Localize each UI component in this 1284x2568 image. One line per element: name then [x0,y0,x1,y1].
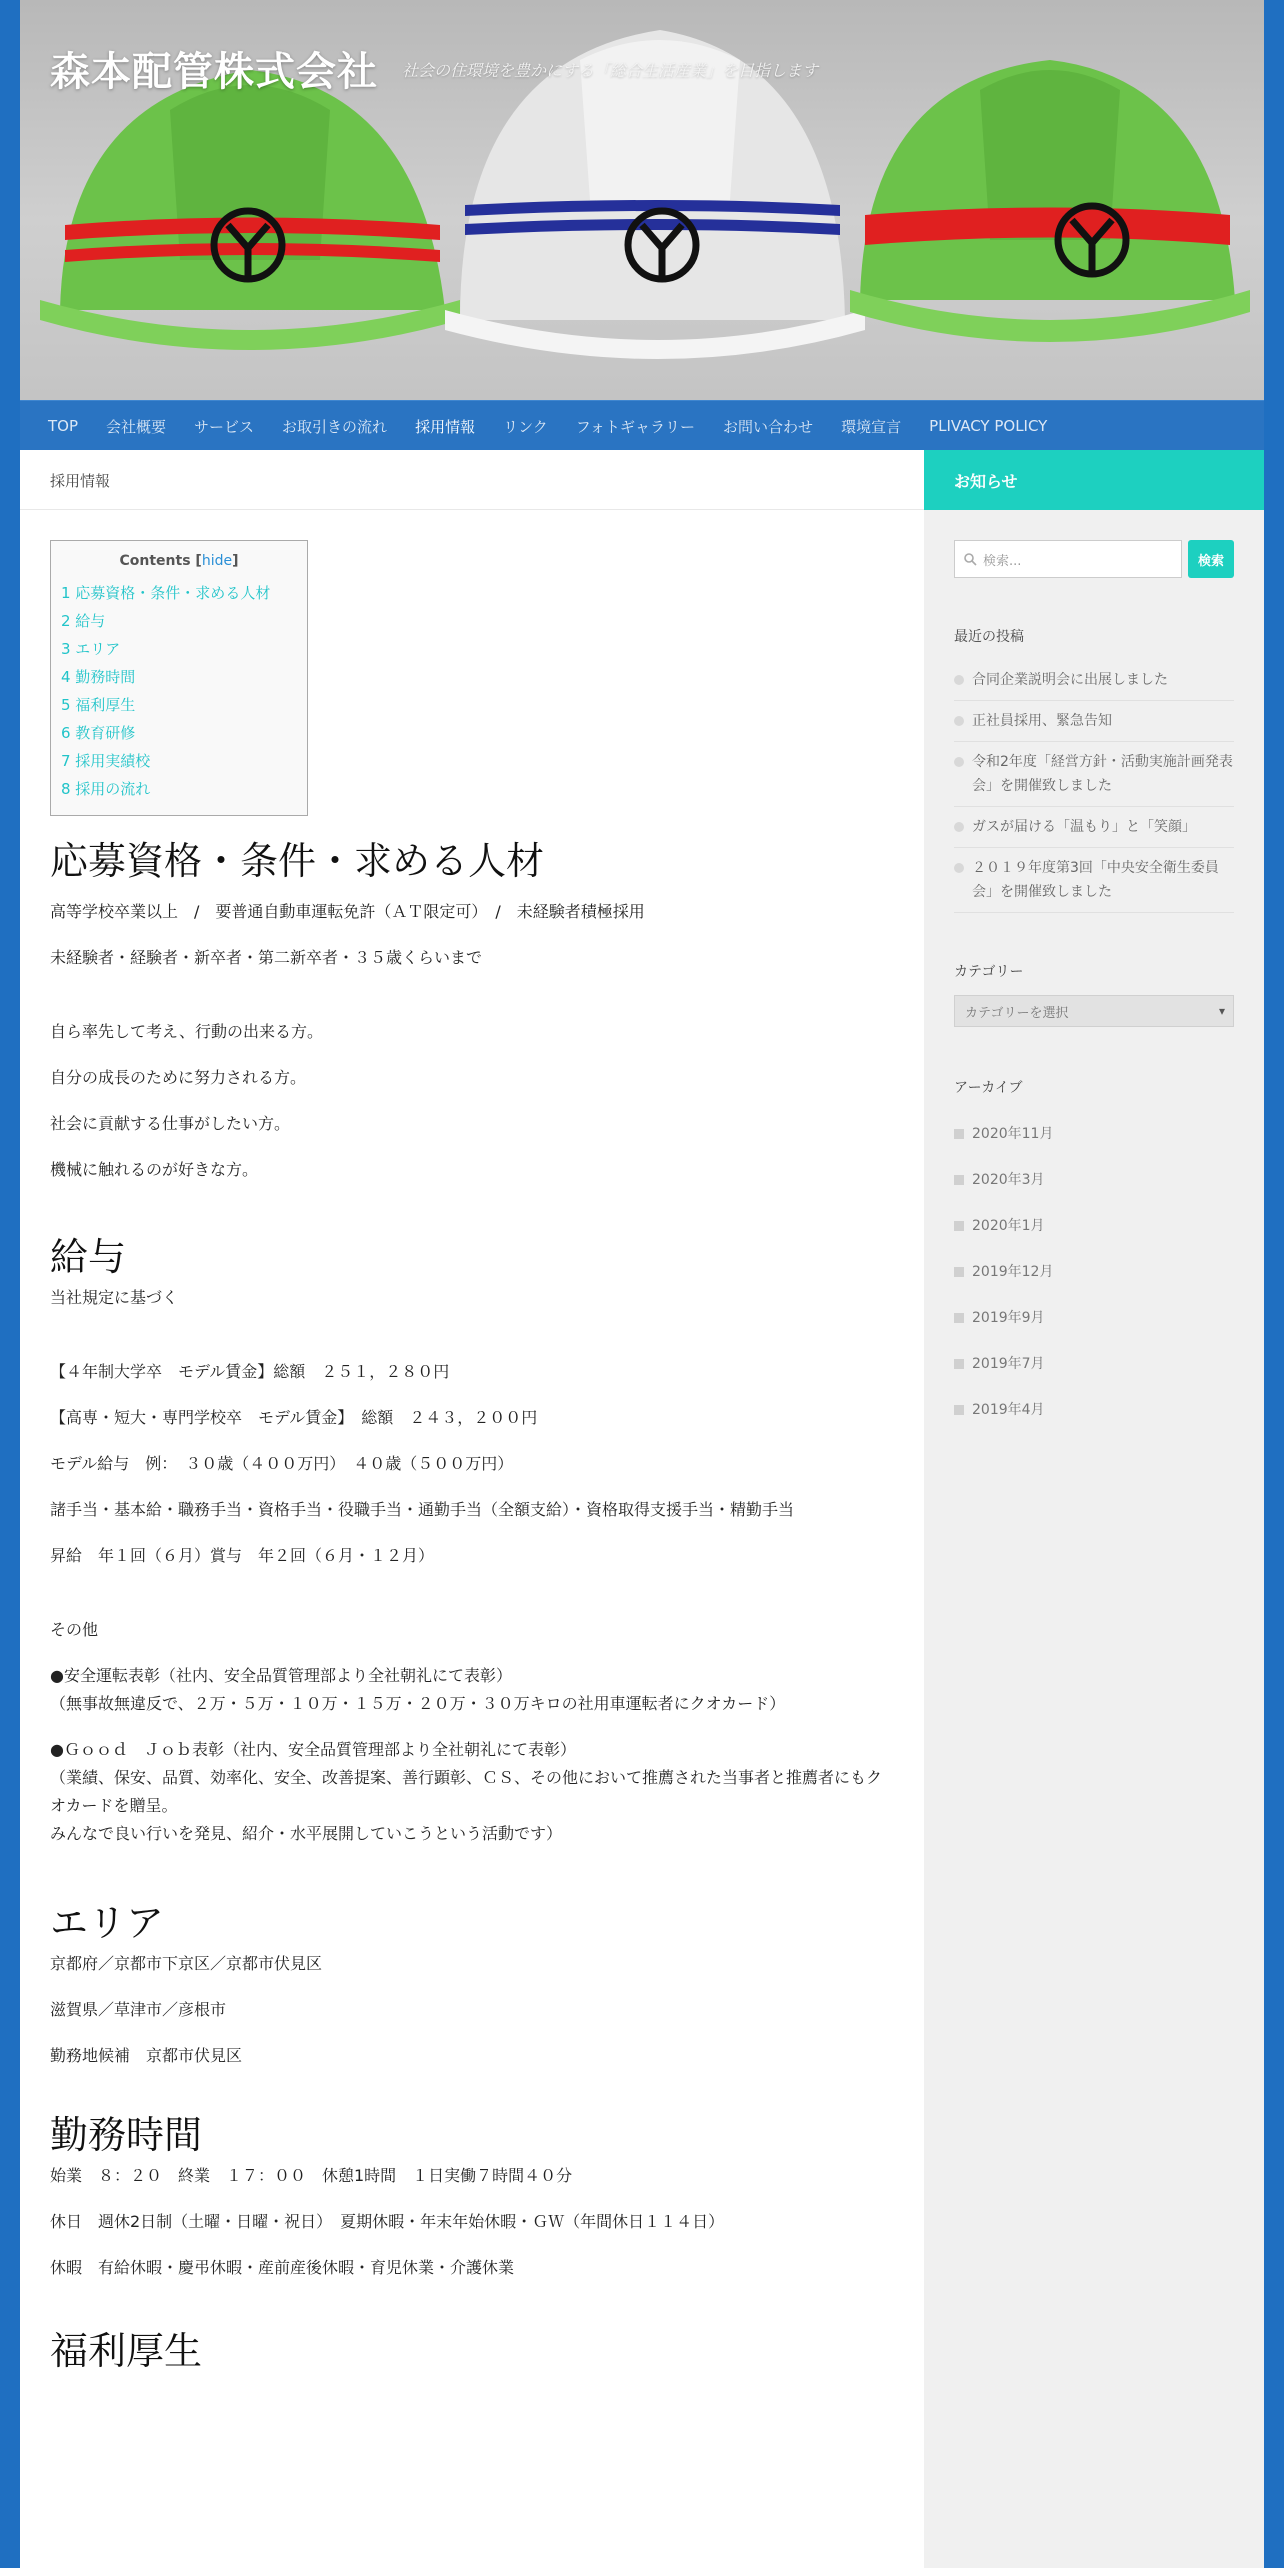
trait-line: 機械に触れるのが好きな方。 [50,1160,259,1179]
salary-intro: 当社規定に基づく [50,1288,179,1307]
goodjob-award-line: （業績、保安、品質、効率化、安全、改善提案、善行顕彰、ＣＳ、その他において推薦された当事者と推薦者にもクオカードを贈呈。 [50,1768,883,1815]
toc-item-qualification[interactable]: 1 応募資格・条件・求める人材 [61,584,271,602]
archive-link[interactable]: 2020年11月 [954,1111,1234,1157]
page-wrapper [20,0,1264,2568]
heading-hours: 勤務時間 [50,2113,203,2157]
recent-post-link[interactable]: 正社員採用、緊急告知 [954,701,1234,742]
trait-line: 社会に貢献する仕事がしたい方。 [50,1114,291,1133]
heading-salary: 給与 [50,1235,127,1279]
toc-hide-link[interactable]: hide [201,553,233,569]
nav-item-contact[interactable]: お問い合わせ [723,417,814,436]
recent-posts-list [954,660,1234,913]
archive-title: アーカイブ [954,1080,1023,1096]
category-select[interactable] [954,995,1234,1027]
trait-line: 自ら率先して考え、行動の出来る方。 [50,1022,323,1041]
recent-post-link[interactable]: 合同企業説明会に出展しました [954,660,1234,701]
qualification-line: 高等学校卒業以上 / 要普通自動車運転免許（ＡＴ限定可） / 未経験者積極採用 [50,902,645,921]
trait-line: 自分の成長のために努力される方。 [50,1068,307,1087]
toc-item-welfare[interactable]: 5 福利厚生 [61,696,136,714]
nav-item-gallery[interactable]: フォトギャラリー [575,417,696,436]
archive-link[interactable]: 2019年12月 [954,1249,1234,1295]
safety-award-line: ●安全運転表彰（社内、安全品質管理部より全社朝礼にて表彰） [50,1666,512,1685]
recent-post-link[interactable]: 令和2年度「経営方針・活動実施計画発表会」を開催致しました [954,742,1234,807]
page-title-bar [20,450,924,510]
goodjob-award-text [50,1736,894,1848]
nav-item-links[interactable]: リンク [503,417,548,436]
nav-item-privacy[interactable]: PLIVACY POLICY [929,417,1048,435]
salary-line: 諸手当・基本給・職務手当・資格手当・役職手当・通勤手当（全額支給）・資格取得支援手当・精勤手当 [50,1500,795,1519]
goodjob-award-line: ●Ｇｏｏｄ Ｊｏｂ表彰（社内、安全品質管理部より全社朝礼にて表彰） [50,1740,576,1759]
search-input[interactable] [954,540,1182,578]
green-helmet-right-image [850,60,1250,342]
page-title: 採用情報 [50,472,111,490]
archive-link[interactable]: 2020年3月 [954,1157,1234,1203]
nav-item-top[interactable]: TOP [48,417,79,435]
search-button[interactable]: 検索 [1188,540,1234,578]
toc-title: Contents [hide] [119,553,239,569]
table-of-contents [50,540,308,816]
salary-line: モデル給与 例： ３０歳（４００万円） ４０歳（５００万円） [50,1454,514,1473]
toc-item-hours[interactable]: 4 勤務時間 [61,668,136,686]
spacer [50,1330,894,1358]
nav-item-company[interactable]: 会社概要 [106,417,167,436]
sidebar [924,450,1264,2568]
spacer [50,1588,894,1616]
site-header [20,0,1264,400]
search-placeholder: 検索... [983,553,1022,569]
green-helmet-left-image [40,70,460,350]
archive-link[interactable]: 2019年4月 [954,1387,1234,1433]
hours-line: 休日 週休2日制（土曜・日曜・祝日） 夏期休暇・年末年始休暇・ＧＷ（年間休日１１４日） [50,2212,725,2231]
area-line: 勤務地候補 京都市伏見区 [50,2046,243,2065]
area-line: 滋賀県／草津市／彦根市 [50,2000,227,2019]
qualification-line: 未経験者・経験者・新卒者・第二新卒者・３５歳くらいまで [50,948,483,967]
site-description: 社会の住環境を豊かにする「総合生活産業」を目指します [402,61,819,80]
sidebar-body [924,510,1264,1463]
salary-line: 昇給 年１回（６月）賞与 年２回（６月・１２月） [50,1546,435,1565]
heading-qualification: 応募資格・条件・求める人材 [50,839,545,883]
nav-item-trade-flow[interactable]: お取引きの流れ [282,417,388,436]
chevron-down-icon: ▾ [1218,1004,1225,1018]
archive-link[interactable]: 2019年7月 [954,1341,1234,1387]
category-select-value: カテゴリーを選択 [965,1005,1069,1021]
salary-line: 【高専・短大・専門学校卒 モデル賃金】 総額 ２４３，２００円 [50,1408,538,1427]
nav-item-services[interactable]: サービス [194,417,255,436]
archive-list [954,1111,1234,1433]
safety-award-text [50,1662,894,1718]
toc-item-schools[interactable]: 7 採用実績校 [61,752,151,770]
recent-post-link[interactable]: ２０１９年度第3回「中央安全衛生委員会」を開催致しました [954,848,1234,913]
hours-line: 始業 ８：２０ 終業 １７：００ 休憩1時間 １日実働７時間４０分 [50,2166,573,2185]
spacer [50,990,894,1018]
toc-item-training[interactable]: 6 教育研修 [61,724,136,742]
salary-line: 【４年制大学卒 モデル賃金】総額 ２５１，２８０円 [50,1362,450,1381]
category-title: カテゴリー [954,964,1024,980]
toc-item-salary[interactable]: 2 給与 [61,612,106,630]
salary-other-label: その他 [50,1620,99,1639]
search-form [954,540,1234,578]
recent-posts-title: 最近の投稿 [954,629,1024,645]
site-title[interactable]: 森本配管株式会社 [50,49,378,95]
archive-link[interactable]: 2019年9月 [954,1295,1234,1341]
nav-item-recruit[interactable]: 採用情報 [415,417,476,436]
nav-item-environment[interactable]: 環境宣言 [841,417,902,436]
main-navigation [20,400,1264,450]
toc-title-text: Contents [119,553,191,569]
area-line: 京都府／京都市下京区／京都市伏見区 [50,1954,323,1973]
heading-area: エリア [50,1901,165,1945]
recent-post-link[interactable]: ガスが届ける「温もり」と「笑顔」 [954,807,1234,848]
search-icon [963,552,977,566]
article-body [20,510,924,2376]
toc-item-area[interactable]: 3 エリア [61,640,121,658]
sidebar-header: お知らせ [924,450,1264,510]
goodjob-award-line: みんなで良い行いを発見、紹介・水平展開していこうという活動です） [50,1824,563,1843]
hours-line: 休暇 有給休暇・慶弔休暇・産前産後休暇・育児休業・介護休業 [50,2258,515,2277]
archive-link[interactable]: 2020年1月 [954,1203,1234,1249]
safety-award-line: （無事故無違反で、２万・５万・１０万・１５万・２０万・３０万キロの社用車運転者にクオカード） [50,1694,786,1713]
main-content [20,450,924,2568]
heading-welfare: 福利厚生 [50,2329,203,2373]
toc-item-flow[interactable]: 8 採用の流れ [61,780,151,798]
